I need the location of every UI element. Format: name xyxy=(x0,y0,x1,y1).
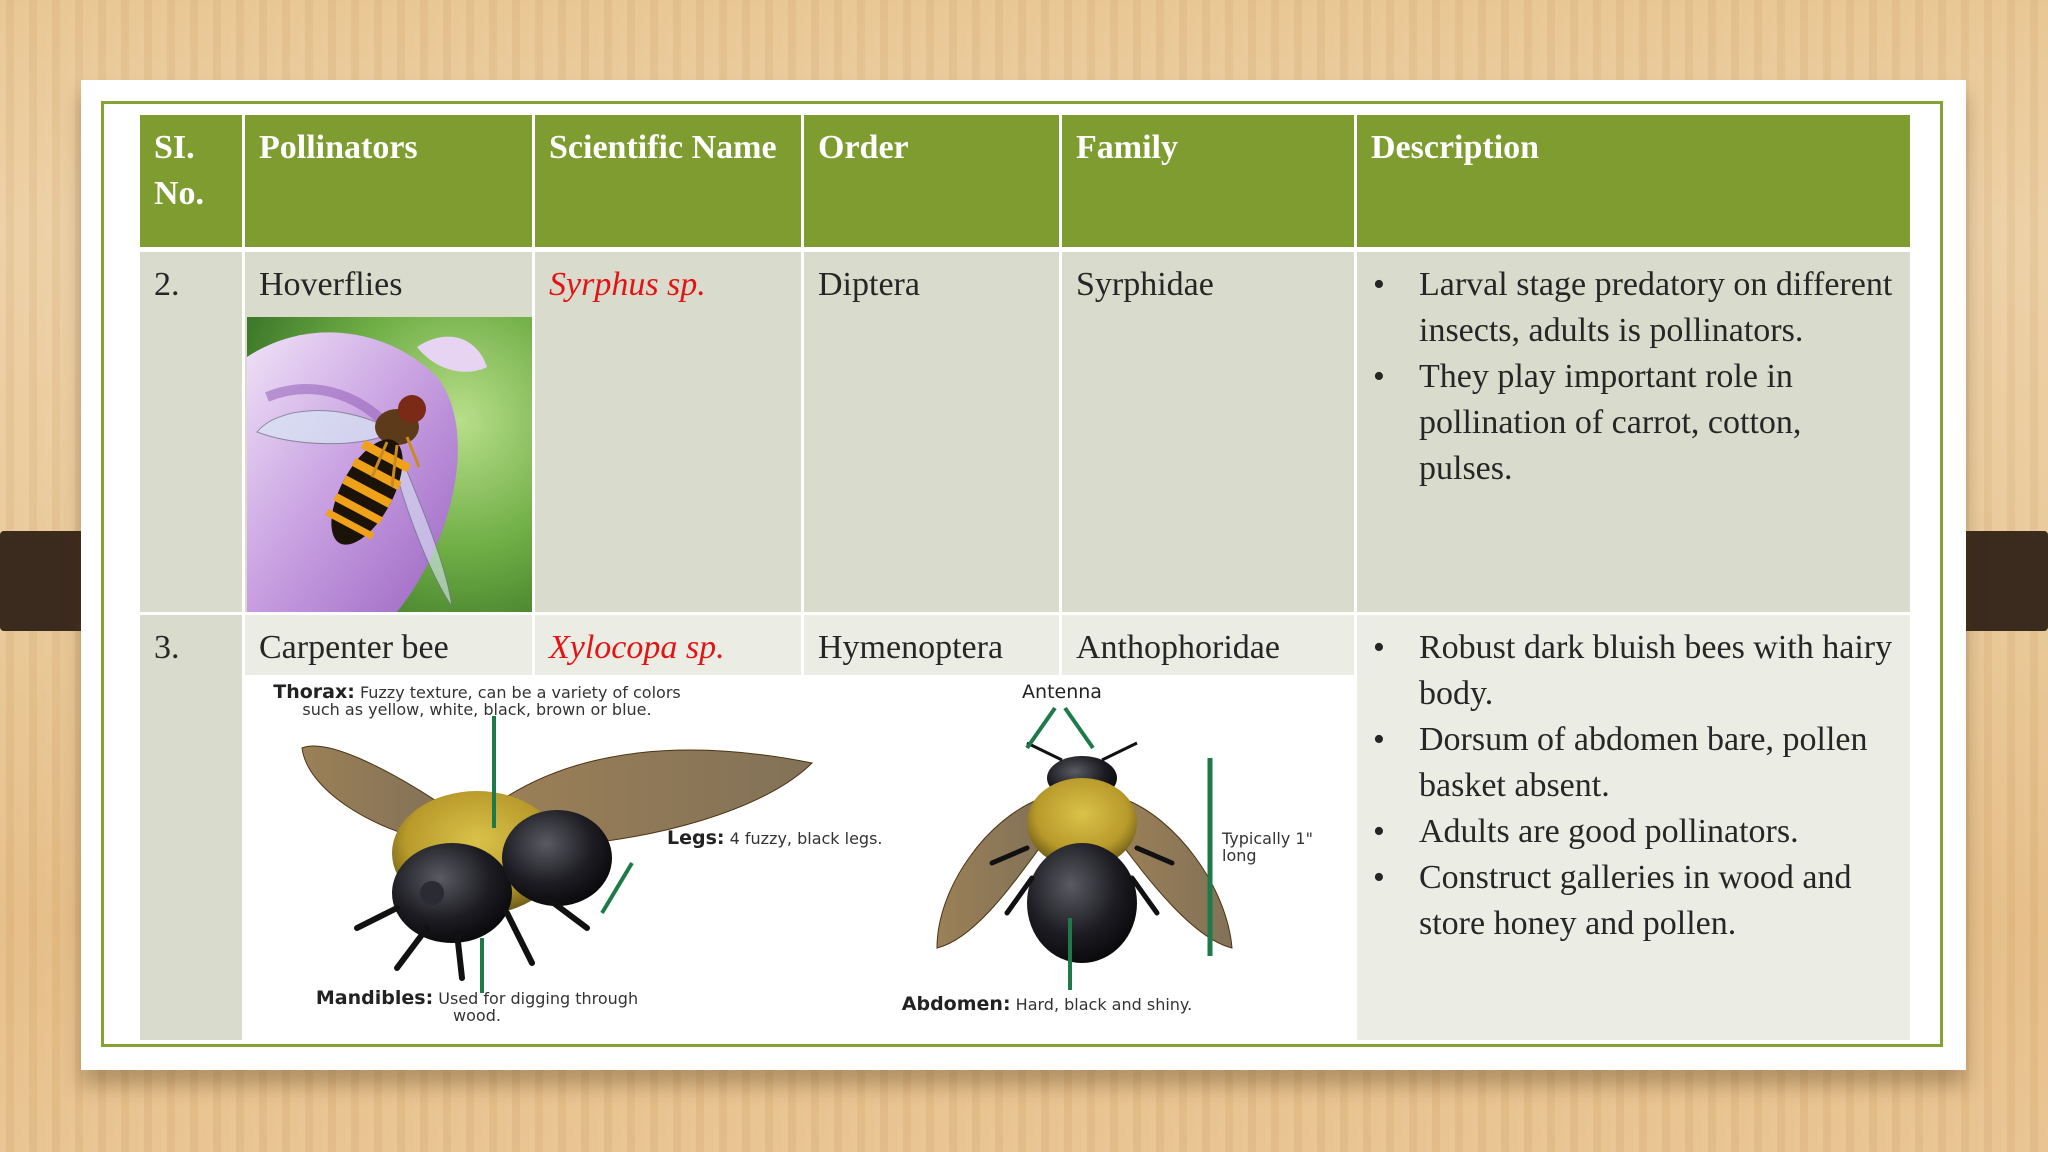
carpenter-bee-diagram xyxy=(247,678,1354,1040)
hoverflies-desc-item: • They play important role in pollination of carrot, cotton, pulses. xyxy=(1371,354,1896,492)
row-carpenter-family: Anthophoridae xyxy=(1062,615,1354,675)
carpenter-desc-item: • Construct galleries in wood and store honey and pollen. xyxy=(1371,855,1896,947)
row-carpenter-no: 3. xyxy=(140,615,242,1040)
row-carpenter-order: Hymenoptera xyxy=(804,615,1059,675)
mandibles-text: Used for digging through wood. xyxy=(438,989,639,1025)
hoverflies-scientific-name: Syrphus sp. xyxy=(549,266,706,303)
header-order: Order xyxy=(804,115,1059,247)
thorax-text: Fuzzy texture, can be a variety of colors such as yellow, white, black, brown or blue. xyxy=(302,683,681,719)
row-carpenter-pollinator: Carpenter bee xyxy=(245,615,532,675)
hoverflies-label: Hoverflies xyxy=(259,266,403,303)
carpenter-desc-item: • Robust dark bluish bees with hairy body. xyxy=(1371,625,1896,717)
row-carpenter-description xyxy=(1357,615,1910,1040)
row-carpenter-scientific xyxy=(535,615,801,675)
hoverflies-desc-item: • Larval stage predatory on different insects, adults is pollinators. xyxy=(1371,262,1896,354)
carpenter-desc-item: • Dorsum of abdomen bare, pollen basket absent. xyxy=(1371,717,1896,809)
row-hoverflies-scientific xyxy=(535,252,801,612)
abdomen-label xyxy=(847,993,1247,1015)
pollinators-table xyxy=(140,115,1910,1040)
header-family: Family xyxy=(1062,115,1354,247)
hoverfly-photo xyxy=(247,317,532,612)
legs-title: Legs: xyxy=(667,827,725,849)
row-hoverflies-no: 2. xyxy=(140,252,242,612)
legs-text: 4 fuzzy, black legs. xyxy=(729,829,883,848)
antenna-title: Antenna xyxy=(1022,681,1102,703)
thorax-label xyxy=(267,681,687,719)
header-si-no: SI. No. xyxy=(140,115,242,247)
row-hoverflies-order: Diptera xyxy=(804,252,1059,612)
abdomen-text: Hard, black and shiny. xyxy=(1015,995,1193,1014)
header-scientific-name: Scientific Name xyxy=(535,115,801,247)
carpenter-desc-item: • Adults are good pollinators. xyxy=(1371,809,1896,855)
mandibles-label xyxy=(307,987,647,1025)
size-label: Typically 1" long xyxy=(1222,829,1313,865)
thorax-title: Thorax: xyxy=(273,681,355,703)
carpenter-scientific-name: Xylocopa sp. xyxy=(549,629,725,666)
mandibles-title: Mandibles: xyxy=(315,987,434,1009)
abdomen-title: Abdomen: xyxy=(901,993,1011,1015)
legs-label xyxy=(667,827,967,849)
row-hoverflies-family: Syrphidae xyxy=(1062,252,1354,612)
header-pollinators: Pollinators xyxy=(245,115,532,247)
header-description: Description xyxy=(1357,115,1910,247)
antenna-label xyxy=(992,681,1132,703)
row-hoverflies-description xyxy=(1357,252,1910,612)
